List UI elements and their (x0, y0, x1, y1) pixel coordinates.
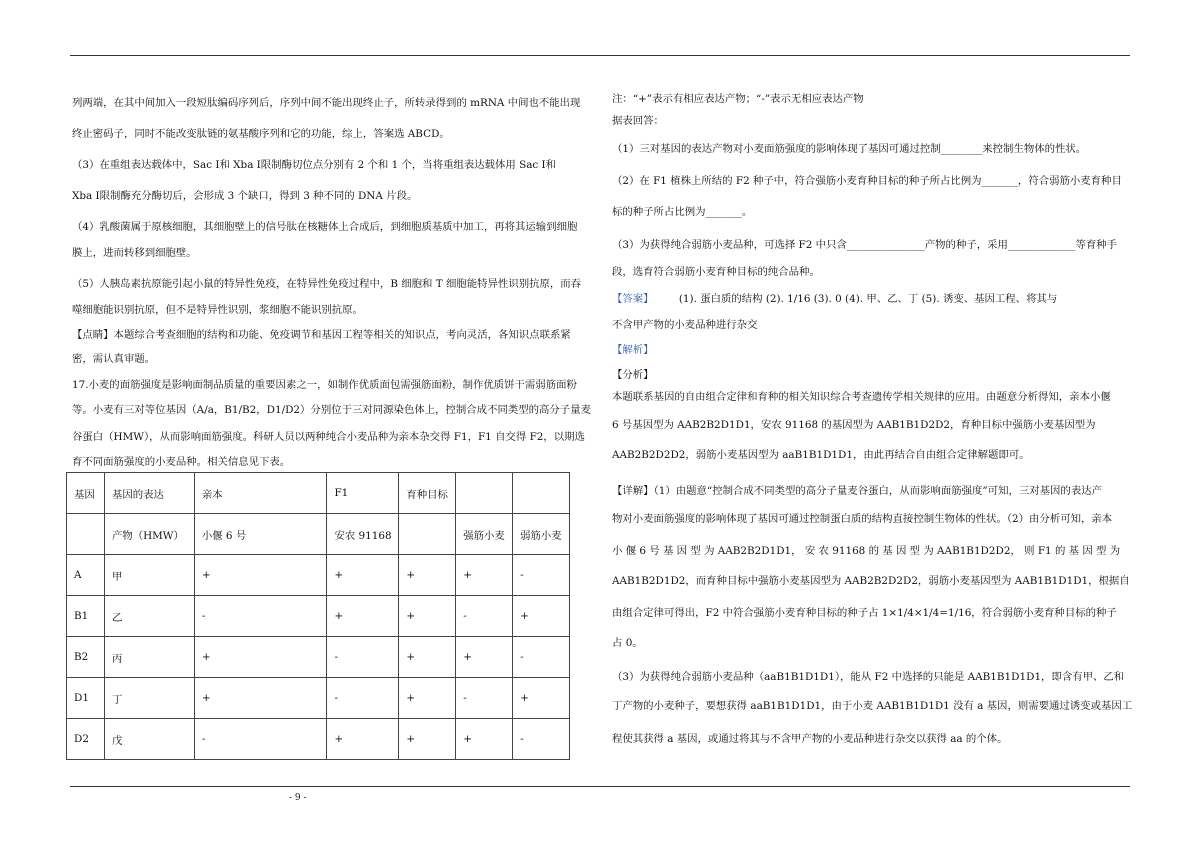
paragraph: 本题联系基因的自由组合定律和育种的相关知识综合考查遗传学相关规律的应用。由题意分析得知，亲本小偃 (612, 391, 1111, 403)
paragraph: AAB1B2D1D2，而育种目标中强筋小麦基因型为 AAB2B2D2D2，弱筋小麦基因型为 AAB1B1D1D1，根据自 (612, 575, 1130, 587)
detail-tag: 【详解】 (612, 485, 654, 497)
analysis-heading: 【分析】 (612, 369, 654, 381)
paragraph: 程使其获得 a 基因，或通过将其与不含甲产物的小麦品种进行杂交以获得 aa 的个体。 (612, 733, 1008, 745)
table-cell: B1 (67, 596, 105, 637)
paragraph: 列两端，在其中间加入一段短肽编码序列后，序列中间不能出现终止子，所转录得到的 mRNA 中间也不能出现 (72, 97, 581, 109)
table-cell: + (327, 596, 399, 637)
table-cell: 戊 (104, 719, 194, 760)
question-part-3: （3）为获得纯合弱筋小麦品种，可选择 F2 中只含_______________产物的种子，采用_____________等育种手 (612, 239, 1118, 251)
paragraph: 丁产物的小麦种子，要想获得 aaB1B1D1D1，由于小麦 AAB1B1D1D1 没有 a 基因，则需要通过诱变或基因工 (612, 700, 1133, 712)
table-cell: 丁 (104, 678, 194, 719)
table-cell: B2 (67, 637, 105, 678)
table-cell: - (327, 637, 399, 678)
paragraph: 小 偃 6 号 基 因 型 为 AAB2B2D1D1， 安 农 91168 的 基 因 型 为 AAB1B1D2D2， 则 F1 的 基 因 型 为 (612, 545, 1121, 557)
header-rule (70, 55, 1130, 56)
paragraph: 【点睛】本题综合考查细胞的结构和功能、免疫调节和基因工程等相关的知识点，考向灵活，各知识点联系紧 (72, 329, 571, 341)
answer-line (612, 286, 1130, 312)
paragraph: （5）人胰岛素抗原能引起小鼠的特异性免疫，在特异性免疫过程中，B 细胞和 T 细胞能特异性识别抗原，而吞 (72, 278, 582, 290)
table-row (67, 678, 570, 719)
table-cell (67, 514, 105, 555)
table-cell (399, 514, 456, 555)
question-part-1: （1）三对基因的表达产物对小麦面筋强度的影响体现了基因可通过控制________来控制生物体的性状。 (612, 143, 1087, 155)
table-cell: + (327, 719, 399, 760)
detail-text: （1）由题意“控制合成不同类型的高分子量麦谷蛋白，从而影响面筋强度”可知，三对基因的表达产 (653, 485, 1102, 497)
table-cell: 安农 91168 (327, 514, 399, 555)
paragraph: 等。小麦有三对等位基因（A/a，B1/B2，D1/D2）分别位于三对同源染色体上，控制合成不同类型的高分子量麦 (72, 404, 591, 416)
paragraph: 据表回答： (612, 115, 664, 127)
table-cell: D1 (67, 678, 105, 719)
analysis-tag: 【解析】 (612, 344, 654, 356)
table-cell: D2 (67, 719, 105, 760)
table-cell: 亲本 (194, 473, 327, 514)
table-cell: + (399, 637, 456, 678)
table-cell (513, 473, 570, 514)
table-cell: + (194, 678, 327, 719)
paragraph: （3）在重组表达载体中，Sac Ⅰ和 Xba Ⅰ限制酶切位点分别有 2 个和 1 个，当将重组表达载体用 Sac Ⅰ和 (72, 159, 557, 171)
paragraph: 占 0。 (612, 637, 643, 649)
footer-rule (70, 786, 1130, 787)
table-cell: - (456, 678, 513, 719)
table-cell: + (456, 637, 513, 678)
table-cell: - (513, 555, 570, 596)
table-cell: 育种目标 (399, 473, 456, 514)
table-cell: + (327, 555, 399, 596)
paragraph: 终止密码子，同时不能改变肽链的氨基酸序列和它的功能，综上，答案选 ABCD。 (72, 128, 450, 140)
table-cell: + (194, 555, 327, 596)
table-header-row (67, 473, 570, 514)
table-cell: A (67, 555, 105, 596)
paragraph: 不含甲产物的小麦品种进行杂交 (612, 319, 758, 331)
answer-tag: 【答案】 (612, 293, 654, 305)
paragraph: （4）乳酸菌属于原核细胞，其细胞壁上的信号肽在核糖体上合成后，到细胞质基质中加工，再将其运输到细胞 (72, 221, 578, 233)
paragraph: 密，需认真审题。 (72, 353, 156, 365)
table-cell: 丙 (104, 637, 194, 678)
table-cell: - (327, 678, 399, 719)
table-header-row (67, 514, 570, 555)
table-cell: 基因 (67, 473, 105, 514)
table-cell: - (513, 637, 570, 678)
paragraph: 育不同面筋强度的小麦品种。相关信息见下表。 (72, 456, 291, 468)
detail-line (612, 478, 1130, 504)
paragraph: 段，选育符合弱筋小麦育种目标的纯合品种。 (612, 266, 820, 278)
paragraph: 膜上，进而转移到细胞壁。 (72, 247, 197, 259)
table-cell: + (456, 555, 513, 596)
paragraph: Xba Ⅰ限制酶充分酶切后，会形成 3 个缺口，得到 3 种不同的 DNA 片段。 (72, 190, 418, 202)
answer-text: (1). 蛋白质的结构 (2). 1/16 (3). 0 (4). 甲、乙、丁 (5). 诱变、基因工程、将其与 (678, 293, 1058, 305)
table-cell: + (456, 719, 513, 760)
paragraph: 谷蛋白（HMW），从而影响面筋强度。科研人员以两种纯合小麦品种为亲本杂交得 F1，F1 自交得 F2，以期选 (72, 431, 585, 443)
gene-table (66, 472, 570, 760)
table-cell: - (194, 719, 327, 760)
table-cell: 乙 (104, 596, 194, 637)
question-part-2: （2）在 F1 植株上所结的 F2 种子中，符合强筋小麦育种目标的种子所占比例为_______，符合弱筋小麦育种目 (612, 175, 1122, 187)
table-cell: 产物（HMW） (104, 514, 194, 555)
table-cell (456, 473, 513, 514)
table-cell: 强筋小麦 (456, 514, 513, 555)
paragraph: 标的种子所占比例为_______。 (612, 206, 753, 218)
table-row (67, 637, 570, 678)
table-cell: - (513, 719, 570, 760)
table-cell: + (194, 637, 327, 678)
table-note: 注：“+”表示有相应表达产物；“-”表示无相应表达产物 (612, 93, 864, 105)
paragraph: 6 号基因型为 AAB2B2D1D1，安农 91168 的基因型为 AAB1B1D2D2，育种目标中强筋小麦基因型为 (612, 419, 1096, 431)
table-row (67, 555, 570, 596)
table-cell: + (399, 596, 456, 637)
paragraph: （3）为获得纯合弱筋小麦品种（aaB1B1D1D1），能从 F2 中选择的只能是 AAB1B1D1D1，即含有甲、乙和 (612, 671, 1125, 683)
table-cell: 基因的表达 (104, 473, 194, 514)
table-cell: - (456, 596, 513, 637)
question-17: 17.小麦的面筋强度是影响面制品质量的重要因素之一，如制作优质面包需强筋面粉，制作优质饼干需弱筋面粉 (72, 379, 577, 391)
table-cell: - (194, 596, 327, 637)
table-cell: 甲 (104, 555, 194, 596)
table-cell: + (399, 678, 456, 719)
table-cell: + (399, 555, 456, 596)
table-cell: 小偃 6 号 (194, 514, 327, 555)
page-number: - 9 - (289, 793, 307, 803)
table-cell: + (513, 596, 570, 637)
table-row (67, 719, 570, 760)
table-cell: F1 (327, 473, 399, 514)
paragraph: 物对小麦面筋强度的影响体现了基因可通过控制蛋白质的结构直接控制生物体的性状。（2）由分析可知，亲本 (612, 513, 1113, 525)
paragraph: AAB2B2D2D2，弱筋小麦基因型为 aaB1B1D1D1，由此再结合自由组合定律解题即可。 (612, 449, 1030, 461)
paragraph: 噬细胞能识别抗原，但不是特异性识别，浆细胞不能识别抗原。 (72, 304, 363, 316)
table-cell: 弱筋小麦 (513, 514, 570, 555)
table-cell: + (399, 719, 456, 760)
paragraph: 由组合定律可得出，F2 中符合强筋小麦育种目标的种子占 1×1/4×1/4=1/16，符合弱筋小麦育种目标的种子 (612, 607, 1117, 619)
table-cell: + (513, 678, 570, 719)
table-row (67, 596, 570, 637)
